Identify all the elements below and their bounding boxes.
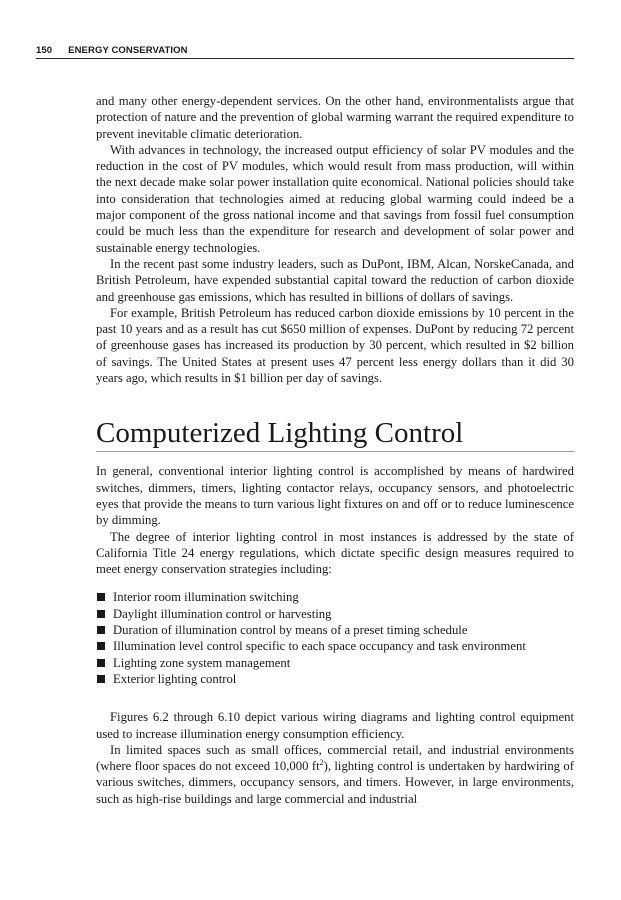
square-bullet-icon xyxy=(97,642,105,650)
body-text xyxy=(96,93,574,807)
list-item-text: Lighting zone system management xyxy=(113,655,291,670)
list-item xyxy=(96,655,574,671)
paragraph: The degree of interior lighting control in most instances is addressed by the state of California Title 24 energy regulations, which dictate specific design measures required to meet energy conservation strategies including: xyxy=(96,529,574,577)
paragraph-text: In limited spaces such as small offices, commercial retail, and industrial environments (where floor spaces do not exceed 10,000 ft xyxy=(96,742,574,774)
list-item xyxy=(96,606,574,622)
running-head xyxy=(36,45,574,59)
square-bullet-icon xyxy=(97,626,105,634)
list-item xyxy=(96,589,574,605)
square-bullet-icon xyxy=(97,675,105,683)
list-item-text: Interior room illumination switching xyxy=(113,590,299,605)
superscript: 2 xyxy=(319,757,324,767)
list-item-text: Exterior lighting control xyxy=(113,671,237,686)
paragraph: In the recent past some industry leaders, such as DuPont, IBM, Alcan, NorskeCanada, and British Petroleum, have expended substantial capital toward the reduction of carbon dioxide and greenhouse gas emissions, which has resulted in billions of dollars of savings. xyxy=(96,256,574,304)
square-bullet-icon xyxy=(97,610,105,618)
bullet-list xyxy=(96,589,574,687)
paragraph: and many other energy-dependent services. On the other hand, environmentalists argue that protection of nature and the prevention of global warming warrant the required expenditure to prevent inevitable climatic deterioration. xyxy=(96,94,574,141)
paragraph: With advances in technology, the increased output efficiency of solar PV modules and the reduction in the cost of PV modules, which would result from mass production, will within the next decade make solar power installation quite economical. National policies should take into consideration that technologies aimed at reducing global warming could indeed be a major component of the gross national income and that savings from fossil fuel consumption could be much less than the expenditure for research and development of solar power and sustainable energy technologies. xyxy=(96,142,574,255)
paragraph: In general, conventional interior lighting control is accomplished by means of hardwired switches, dimmers, timers, lighting contactor relays, occupancy sensors, and photoelectric eyes that provide the means to turn various light fixtures on and off or to reduce luminescence by dimming. xyxy=(96,464,574,528)
square-bullet-icon xyxy=(97,659,105,667)
paragraph: For example, British Petroleum has reduced carbon dioxide emissions by 10 percent in the past 10 years and as a result has cut $650 million of expenses. DuPont by reducing 72 percent of greenhouse gases has increased its production by 30 percent, which resulted in $2 billion of savings. The United States at present uses 47 percent less energy dollars than it did 30 years ago, which results in $1 billion per day of savings. xyxy=(96,305,574,386)
section-heading: Computerized Lighting Control xyxy=(96,416,574,452)
square-bullet-icon xyxy=(97,593,105,601)
list-item-text: Duration of illumination control by means of a preset timing schedule xyxy=(113,623,468,638)
list-item-text: Daylight illumination control or harvesting xyxy=(113,606,332,621)
paragraph: Figures 6.2 through 6.10 depict various wiring diagrams and lighting control equipment used to increase illumination energy consumption efficiency. xyxy=(96,710,574,741)
running-title: ENERGY CONSERVATION xyxy=(68,45,188,56)
page-number: 150 xyxy=(36,45,53,56)
list-item xyxy=(96,638,574,654)
paragraph-text: ), lighting control is undertaken by hardwiring of various switches, dimmers, occupancy sensors, and timers. However, in large environments, such as high-rise buildings and large commercial and industrial xyxy=(96,759,574,806)
paragraph xyxy=(96,742,574,807)
list-item xyxy=(96,671,574,687)
list-item xyxy=(96,622,574,638)
list-item-text: Illumination level control specific to each space occupancy and task environment xyxy=(113,639,526,654)
